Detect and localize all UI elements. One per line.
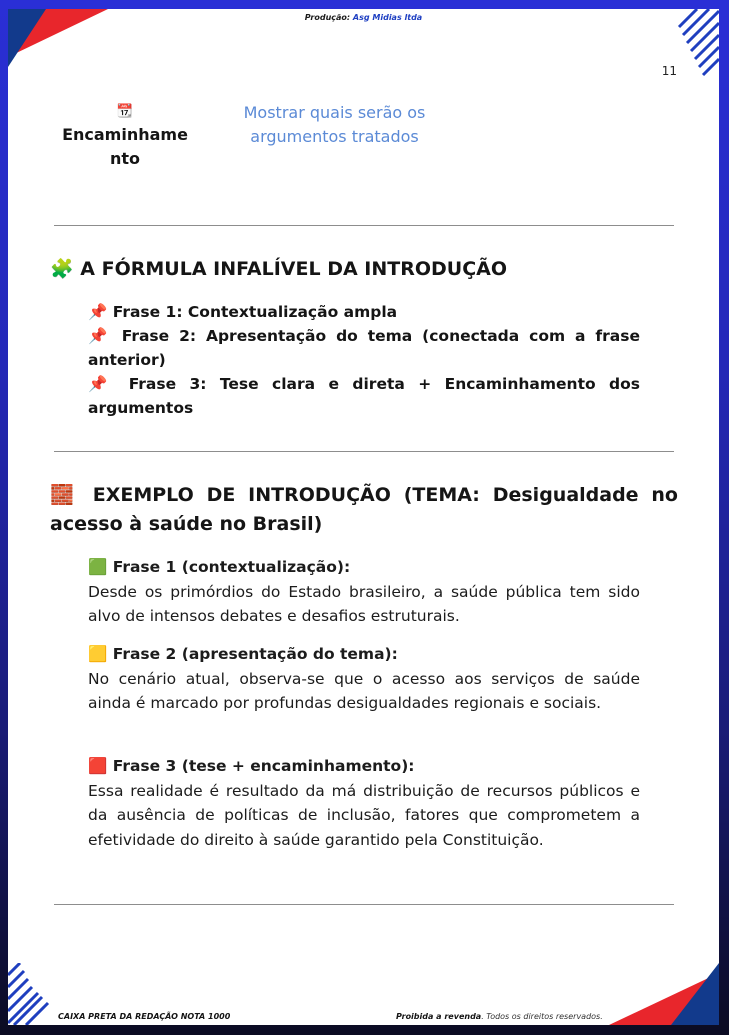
list-item	[88, 372, 640, 420]
formula-heading	[50, 255, 507, 284]
frase-3-label: 🟥 Frase 3 (tese + encaminhamento):	[88, 757, 415, 775]
footer-book-title: CAIXA PRETA DA REDAÇÃO NOTA 1000	[58, 1012, 231, 1021]
example-frase-3	[88, 754, 640, 852]
frase-3-text: Essa realidade é resultado da má distribuição de recursos públicos e da ausência de políticas de inclusão, fatores que comprometem a efetividade do direito à saúde garantido pela Constituição.	[88, 781, 640, 849]
yellow-square-icon: 🟨	[88, 645, 108, 663]
frase-2-label: 🟨 Frase 2 (apresentação do tema):	[88, 645, 398, 663]
pushpin-icon: 📌	[88, 303, 108, 321]
production-credit	[8, 13, 719, 22]
encaminhamento-description	[232, 101, 437, 149]
example-title: EXEMPLO DE INTRODUÇÃO (TEMA: Desigualdade no acesso à saúde no Brasil)	[50, 484, 678, 535]
example-frase-1	[88, 555, 640, 629]
formula-item-2: Frase 2: Apresentação do tema (conectada com a frase anterior)	[88, 327, 640, 369]
document-page	[8, 9, 719, 1025]
red-square-icon: 🟥	[88, 757, 108, 775]
encaminhamento-description-line2: argumentos tratados	[250, 127, 419, 146]
page-number: 11	[661, 64, 677, 78]
bottom-left-stripes-decoration	[8, 963, 58, 1025]
bottom-right-corner-decoration	[599, 963, 719, 1025]
pushpin-icon: 📌	[88, 327, 112, 345]
frase-2-text: No cenário atual, observa-se que o acesso aos serviços de saúde ainda é marcado por profundas desigualdades regionais e sociais.	[88, 669, 640, 712]
frase-1-label: 🟩 Frase 1 (contextualização):	[88, 558, 351, 576]
formula-item-1: Frase 1: Contextualização ampla	[112, 303, 398, 321]
calendar-icon: 📆	[116, 104, 134, 119]
green-square-icon: 🟩	[88, 558, 108, 576]
list-item	[88, 300, 640, 324]
formula-list	[88, 300, 640, 420]
encaminhamento-title-line1: Encaminhame	[62, 125, 188, 144]
footer-no-resale: Proibida a revenda	[396, 1012, 482, 1021]
encaminhamento-description-line1: Mostrar quais serão os	[243, 103, 426, 122]
divider	[54, 451, 674, 452]
encaminhamento-label	[60, 105, 190, 171]
production-brand: Asg Midias ltda	[352, 13, 423, 22]
formula-item-3: Frase 3: Tese clara e direta + Encaminhamento dos argumentos	[88, 375, 640, 417]
puzzle-icon: 🧩	[50, 258, 74, 280]
pushpin-icon: 📌	[88, 375, 116, 393]
frase-1-text: Desde os primórdios do Estado brasileiro, a saúde pública tem sido alvo de intensos debates e desafios estruturais.	[88, 582, 640, 625]
example-frase-2	[88, 642, 640, 716]
divider	[54, 225, 674, 226]
list-item	[88, 324, 640, 372]
example-heading	[50, 481, 678, 539]
footer-rights	[396, 1012, 603, 1021]
production-label: Produção:	[304, 13, 351, 22]
divider	[54, 904, 674, 905]
footer-rights-rest: . Todos os direitos reservados.	[481, 1012, 603, 1021]
brick-icon: 🧱	[50, 484, 80, 506]
encaminhamento-title-line2: nto	[109, 149, 141, 168]
formula-title: A FÓRMULA INFALÍVEL DA INTRODUÇÃO	[80, 258, 507, 280]
